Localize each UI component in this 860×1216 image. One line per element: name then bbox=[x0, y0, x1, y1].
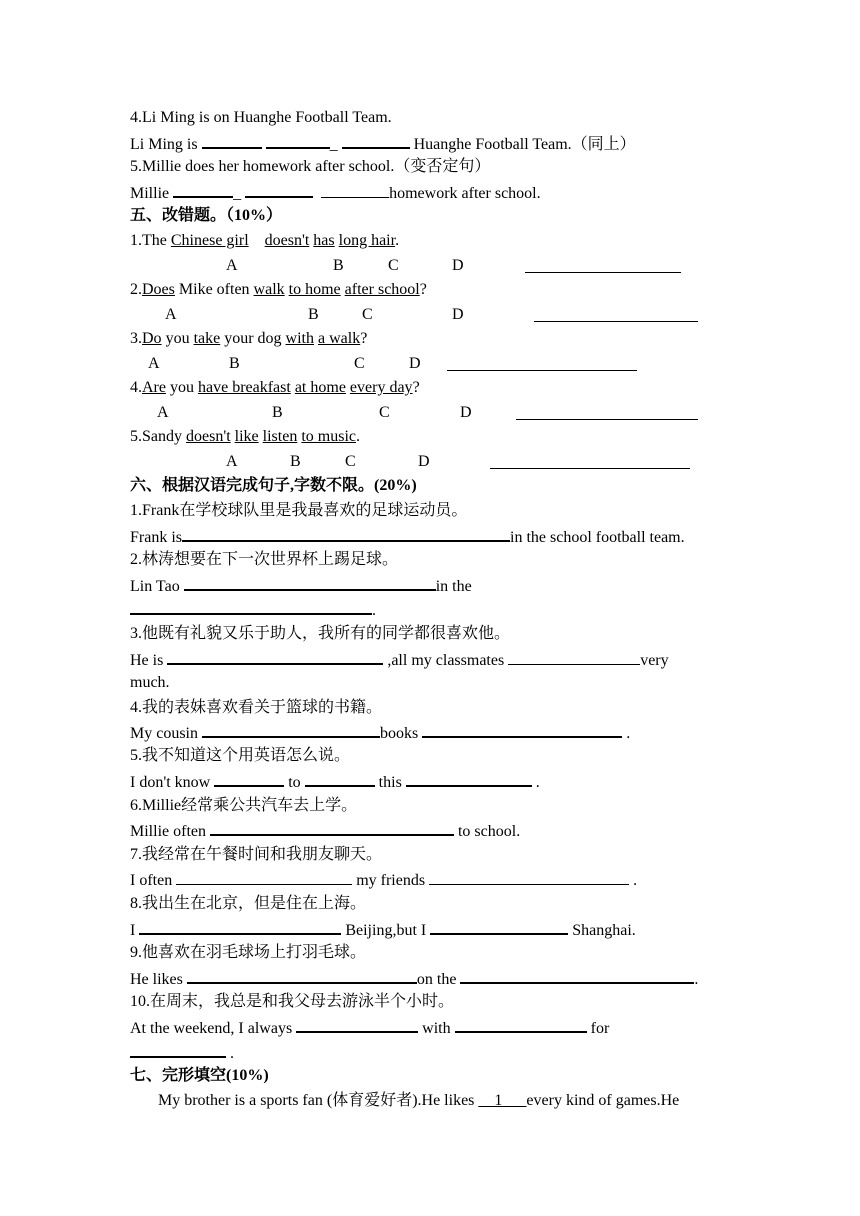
s5-2-opt-b: B bbox=[308, 306, 319, 323]
section5-title: 五、改错题。（10%） bbox=[130, 207, 283, 224]
q4-5-sentence: 5.Millie does her homework after school.（变否定句） bbox=[130, 158, 491, 175]
q4-4-rewrite: Li Ming is _ Huanghe Football Team.（同上） bbox=[130, 132, 636, 156]
s5-1-answer-line[interactable] bbox=[525, 272, 681, 273]
s5-3-opt-a: A bbox=[148, 355, 160, 372]
s5-5-opt-a: A bbox=[226, 453, 238, 470]
s5-4-opt-b: B bbox=[272, 404, 283, 421]
s6-7-en: I often my friends . bbox=[130, 869, 637, 892]
s5-5-answer-line[interactable] bbox=[490, 468, 690, 469]
s5-5-opt-d: D bbox=[418, 453, 430, 470]
q4-4-sentence: 4.Li Ming is on Huanghe Football Team. bbox=[130, 109, 392, 126]
s6-5-en: I don't know to this . bbox=[130, 770, 540, 794]
s6-1-cn: 1.Frank在学校球队里是我最喜欢的足球运动员。 bbox=[130, 502, 468, 519]
s6-2-en: Lin Tao in the bbox=[130, 574, 472, 598]
section6-title: 六、根据汉语完成句子,字数不限。(20%) bbox=[130, 477, 417, 494]
s5-5-opt-b: B bbox=[290, 453, 301, 470]
s6-7-cn: 7.我经常在午餐时间和我朋友聊天。 bbox=[130, 846, 383, 863]
section7-title: 七、完形填空(10%) bbox=[130, 1067, 269, 1084]
s5-2-answer-line[interactable] bbox=[534, 321, 698, 322]
s5-2-opt-a: A bbox=[165, 306, 177, 323]
q4-5-rewrite: Millie _ homework after school. bbox=[130, 181, 541, 205]
s6-8-en: I Beijing,but I Shanghai. bbox=[130, 918, 636, 942]
s5-1-opt-a: A bbox=[226, 257, 238, 274]
s5-5-opt-c: C bbox=[345, 453, 356, 470]
s6-6-en: Millie often to school. bbox=[130, 819, 520, 843]
s6-6-cn: 6.Millie经常乘公共汽车去上学。 bbox=[130, 797, 358, 814]
s5-2-opt-c: C bbox=[362, 306, 373, 323]
s6-4-cn: 4.我的表妹喜欢看关于篮球的书籍。 bbox=[130, 699, 383, 716]
s6-10-en: At the weekend, I always with for bbox=[130, 1016, 609, 1040]
s6-3-en: He is ,all my classmates very bbox=[130, 648, 669, 672]
s5-1-opt-c: C bbox=[388, 257, 399, 274]
s6-4-en: My cousin books . bbox=[130, 721, 630, 745]
s6-9-en: He likes on the . bbox=[130, 967, 698, 991]
s5-item-4: 4.Are you have breakfast at home every day? bbox=[130, 379, 420, 396]
s6-3-en-cont: much. bbox=[130, 674, 170, 691]
s6-5-cn: 5.我不知道这个用英语怎么说。 bbox=[130, 747, 351, 764]
s5-4-answer-line[interactable] bbox=[516, 419, 698, 420]
s6-1-en: Frank is in the school football team. bbox=[130, 525, 685, 549]
s5-1-opt-d: D bbox=[452, 257, 464, 274]
s5-3-opt-c: C bbox=[354, 355, 365, 372]
s5-1-opt-b: B bbox=[333, 257, 344, 274]
s6-10-cn: 10.在周末，我总是和我父母去游泳半个小时。 bbox=[130, 993, 455, 1010]
s5-4-opt-c: C bbox=[379, 404, 390, 421]
s5-4-opt-a: A bbox=[157, 404, 169, 421]
s5-4-opt-d: D bbox=[460, 404, 472, 421]
s6-2-en-cont: . bbox=[130, 598, 376, 622]
s6-8-cn: 8.我出生在北京，但是住在上海。 bbox=[130, 895, 367, 912]
s6-3-cn: 3.他既有礼貌又乐于助人，我所有的同学都很喜欢他。 bbox=[130, 625, 511, 642]
s5-item-5: 5.Sandy doesn't like listen to music. bbox=[130, 428, 360, 445]
s6-9-cn: 9.他喜欢在羽毛球场上打羽毛球。 bbox=[130, 944, 367, 961]
s5-3-opt-d: D bbox=[409, 355, 421, 372]
s5-item-2: 2.Does Mike often walk to home after school? bbox=[130, 281, 427, 298]
s5-item-1: 1.The Chinese girl doesn't has long hair. bbox=[130, 232, 400, 249]
s6-10-en-cont: . bbox=[130, 1041, 234, 1065]
s6-2-cn: 2.林涛想要在下一次世界杯上踢足球。 bbox=[130, 551, 399, 568]
s5-2-opt-d: D bbox=[452, 306, 464, 323]
s7-paragraph: My brother is a sports fan (体育爱好者).He likes __1___every kind of games.He bbox=[158, 1092, 680, 1109]
s5-3-answer-line[interactable] bbox=[447, 370, 637, 371]
s5-3-opt-b: B bbox=[229, 355, 240, 372]
s5-item-3: 3.Do you take your dog with a walk? bbox=[130, 330, 368, 347]
